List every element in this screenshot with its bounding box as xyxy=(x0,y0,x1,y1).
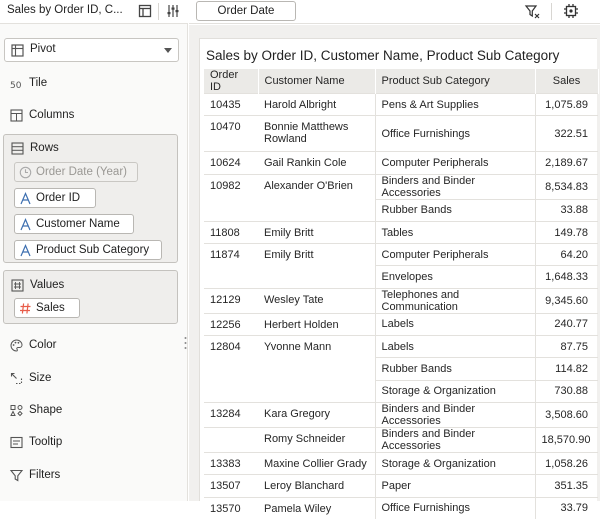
cell-sales[interactable]: 18,570.90 xyxy=(535,427,598,452)
cell-customer-name[interactable]: Maxine Collier Grady xyxy=(258,452,375,474)
cell-customer-name[interactable]: Harold Albright xyxy=(258,94,375,116)
filter-funnel-icon[interactable] xyxy=(525,4,540,19)
cell-product-sub-category[interactable]: Rubber Bands xyxy=(375,199,535,221)
cell-sales[interactable]: 1,075.89 xyxy=(535,94,598,116)
cell-order-id[interactable]: 10624 xyxy=(204,152,258,174)
values-pill-sales[interactable] xyxy=(14,298,80,318)
visualization-title: Sales by Order ID, C... xyxy=(7,4,129,16)
cell-sales[interactable]: 114.82 xyxy=(535,358,598,380)
pivot-header-row xyxy=(204,69,598,94)
table-row xyxy=(204,336,598,358)
columns-icon xyxy=(10,109,23,122)
text-attribute-icon xyxy=(19,192,32,205)
rows-pill-label: Customer Name xyxy=(36,218,120,230)
cell-product-sub-category[interactable]: Paper xyxy=(375,475,535,497)
toolbar-divider xyxy=(551,3,552,20)
cell-product-sub-category[interactable]: Labels xyxy=(375,313,535,335)
table-row xyxy=(204,427,598,452)
cell-sales[interactable]: 3,508.60 xyxy=(535,402,598,427)
cell-product-sub-category[interactable]: Envelopes xyxy=(375,266,535,288)
panel-header xyxy=(0,0,188,24)
table-row xyxy=(204,116,598,152)
svg-text:50: 50 xyxy=(10,81,22,91)
cell-customer-name[interactable] xyxy=(258,380,375,402)
cell-order-id[interactable]: 12804 xyxy=(204,336,258,358)
cell-order-id[interactable]: 13570 xyxy=(204,497,258,519)
table-row xyxy=(204,266,598,288)
table-row xyxy=(204,174,598,199)
palette-icon xyxy=(10,339,23,352)
cell-sales[interactable]: 2,189.67 xyxy=(535,152,598,174)
cell-product-sub-category[interactable]: Computer Peripherals xyxy=(375,152,535,174)
section-tile-label: Tile xyxy=(29,77,47,89)
column-header-order-id[interactable]: Order ID xyxy=(204,69,258,94)
grammar-panel-icon[interactable] xyxy=(138,4,152,18)
cell-product-sub-category[interactable]: Computer Peripherals xyxy=(375,244,535,266)
cell-product-sub-category[interactable]: Tables xyxy=(375,221,535,243)
cell-product-sub-category[interactable]: Binders and Binder Accessories xyxy=(375,174,535,199)
properties-sliders-icon[interactable] xyxy=(166,4,180,18)
cell-sales[interactable]: 64.20 xyxy=(535,244,598,266)
clock-icon xyxy=(19,166,32,179)
cell-sales[interactable]: 33.88 xyxy=(535,199,598,221)
cell-order-id[interactable]: 13284 xyxy=(204,402,258,427)
cell-customer-name[interactable]: Pamela Wiley xyxy=(258,497,375,519)
visualization-title: Sales by Order ID, Customer Name, Product Sub Category xyxy=(206,48,559,63)
panel-resize-grip[interactable] xyxy=(184,336,187,350)
column-header-sales[interactable]: Sales xyxy=(535,69,598,94)
gear-icon[interactable] xyxy=(563,3,579,19)
pivot-table-icon xyxy=(11,44,24,57)
cell-product-sub-category[interactable]: Office Furnishings xyxy=(375,497,535,519)
cell-product-sub-category[interactable]: Rubber Bands xyxy=(375,358,535,380)
cell-sales[interactable]: 240.77 xyxy=(535,313,598,335)
cell-customer-name[interactable]: Emily Britt xyxy=(258,221,375,243)
cell-product-sub-category[interactable]: Labels xyxy=(375,336,535,358)
values-grid-icon xyxy=(11,279,24,292)
rows-pill-order-id[interactable] xyxy=(14,188,96,208)
visualization-type-select[interactable] xyxy=(4,38,179,62)
cell-order-id[interactable]: 10470 xyxy=(204,116,258,152)
section-shape-label: Shape xyxy=(29,404,62,416)
rows-icon xyxy=(11,142,24,155)
cell-sales[interactable]: 149.78 xyxy=(535,221,598,243)
rows-pill-order-date-year[interactable] xyxy=(14,162,138,182)
table-row xyxy=(204,475,598,497)
section-filters-label: Filters xyxy=(29,469,60,481)
cell-customer-name[interactable]: Leroy Blanchard xyxy=(258,475,375,497)
cell-order-id[interactable] xyxy=(204,358,258,380)
cell-customer-name[interactable]: Bonnie Matthews Rowland xyxy=(258,116,375,152)
tooltip-icon xyxy=(10,436,23,449)
table-row xyxy=(204,94,598,116)
values-pill-label: Sales xyxy=(36,302,65,314)
visualization-type-label: Pivot xyxy=(30,43,56,55)
cell-customer-name[interactable]: Wesley Tate xyxy=(258,288,375,313)
cell-order-id[interactable] xyxy=(204,427,258,452)
table-row xyxy=(204,402,598,427)
cell-sales[interactable]: 351.35 xyxy=(535,475,598,497)
table-row xyxy=(204,288,598,313)
order-date-filter-chip[interactable]: Order Date xyxy=(196,1,296,21)
cell-customer-name[interactable] xyxy=(258,358,375,380)
section-color-label: Color xyxy=(29,339,56,351)
cell-sales[interactable]: 1,648.33 xyxy=(535,266,598,288)
cell-order-id[interactable]: 13507 xyxy=(204,475,258,497)
filter-toolbar xyxy=(189,0,600,24)
cell-sales[interactable]: 9,345.60 xyxy=(535,288,598,313)
rows-drop-target[interactable] xyxy=(3,134,178,263)
cell-sales[interactable]: 33.79 xyxy=(535,497,598,519)
cell-order-id[interactable]: 10435 xyxy=(204,94,258,116)
cell-order-id[interactable]: 11874 xyxy=(204,244,258,266)
cell-order-id[interactable] xyxy=(204,266,258,288)
cell-product-sub-category[interactable]: Office Furnishings xyxy=(375,116,535,152)
table-row xyxy=(204,199,598,221)
column-header-product-sub-category[interactable]: Product Sub Category xyxy=(375,69,535,94)
cell-order-id[interactable]: 10982 xyxy=(204,174,258,199)
shapes-icon xyxy=(10,404,23,417)
table-row xyxy=(204,380,598,402)
rows-pill-label: Product Sub Category xyxy=(36,244,149,256)
rows-pill-customer-name[interactable] xyxy=(14,214,134,234)
cell-sales[interactable]: 1,058.26 xyxy=(535,452,598,474)
section-columns-label: Columns xyxy=(29,109,74,121)
rows-pill-label: Order Date (Year) xyxy=(36,166,127,178)
cell-order-id[interactable] xyxy=(204,380,258,402)
cell-product-sub-category[interactable]: Storage & Organization xyxy=(375,380,535,402)
cell-customer-name[interactable]: Alexander O'Brien xyxy=(258,174,375,199)
cell-product-sub-category[interactable]: Pens & Art Supplies xyxy=(375,94,535,116)
table-row xyxy=(204,452,598,474)
filter-funnel-icon xyxy=(10,469,23,482)
pivot-table xyxy=(204,69,599,519)
resize-arrow-icon xyxy=(10,372,23,385)
cell-product-sub-category[interactable]: Telephones and Communication xyxy=(375,288,535,313)
rows-pill-product-sub-category[interactable] xyxy=(14,240,162,260)
cell-sales[interactable]: 730.88 xyxy=(535,380,598,402)
cell-customer-name[interactable]: Emily Britt xyxy=(258,244,375,266)
cell-customer-name[interactable]: Herbert Holden xyxy=(258,313,375,335)
pivot-visualization[interactable] xyxy=(199,38,597,501)
cell-sales[interactable]: 8,534.83 xyxy=(535,174,598,199)
table-row xyxy=(204,497,598,519)
tile-50-icon xyxy=(10,77,23,90)
cell-order-id[interactable]: 12129 xyxy=(204,288,258,313)
section-values-label: Values xyxy=(30,279,64,291)
cell-customer-name[interactable]: Romy Schneider xyxy=(258,427,375,452)
column-header-customer-name[interactable]: Customer Name xyxy=(258,69,375,94)
chevron-down-icon xyxy=(164,48,172,53)
cell-order-id[interactable] xyxy=(204,199,258,221)
table-row xyxy=(204,313,598,335)
cell-order-id[interactable]: 12256 xyxy=(204,313,258,335)
grammar-panel xyxy=(0,0,188,501)
hash-measure-icon xyxy=(19,302,32,315)
values-drop-target[interactable] xyxy=(3,270,178,324)
cell-sales[interactable]: 87.75 xyxy=(535,336,598,358)
cell-customer-name[interactable] xyxy=(258,266,375,288)
pivot-body xyxy=(204,94,598,519)
cell-customer-name[interactable] xyxy=(258,199,375,221)
cell-customer-name[interactable]: Kara Gregory xyxy=(258,402,375,427)
cell-sales[interactable]: 322.51 xyxy=(535,116,598,152)
section-size-label: Size xyxy=(29,372,51,384)
visualization-canvas xyxy=(189,25,600,501)
cell-order-id[interactable]: 11808 xyxy=(204,221,258,243)
cell-product-sub-category[interactable]: Binders and Binder Accessories xyxy=(375,402,535,427)
table-row xyxy=(204,358,598,380)
text-attribute-icon xyxy=(19,244,32,257)
cell-product-sub-category[interactable]: Storage & Organization xyxy=(375,452,535,474)
header-divider xyxy=(158,3,159,20)
section-rows-label: Rows xyxy=(30,142,59,154)
table-row xyxy=(204,244,598,266)
text-attribute-icon xyxy=(19,218,32,231)
table-row xyxy=(204,152,598,174)
cell-product-sub-category[interactable]: Binders and Binder Accessories xyxy=(375,427,535,452)
table-row xyxy=(204,221,598,243)
cell-customer-name[interactable]: Yvonne Mann xyxy=(258,336,375,358)
cell-customer-name[interactable]: Gail Rankin Cole xyxy=(258,152,375,174)
section-tooltip-label: Tooltip xyxy=(29,436,62,448)
rows-pill-label: Order ID xyxy=(36,192,80,204)
cell-order-id[interactable]: 13383 xyxy=(204,452,258,474)
